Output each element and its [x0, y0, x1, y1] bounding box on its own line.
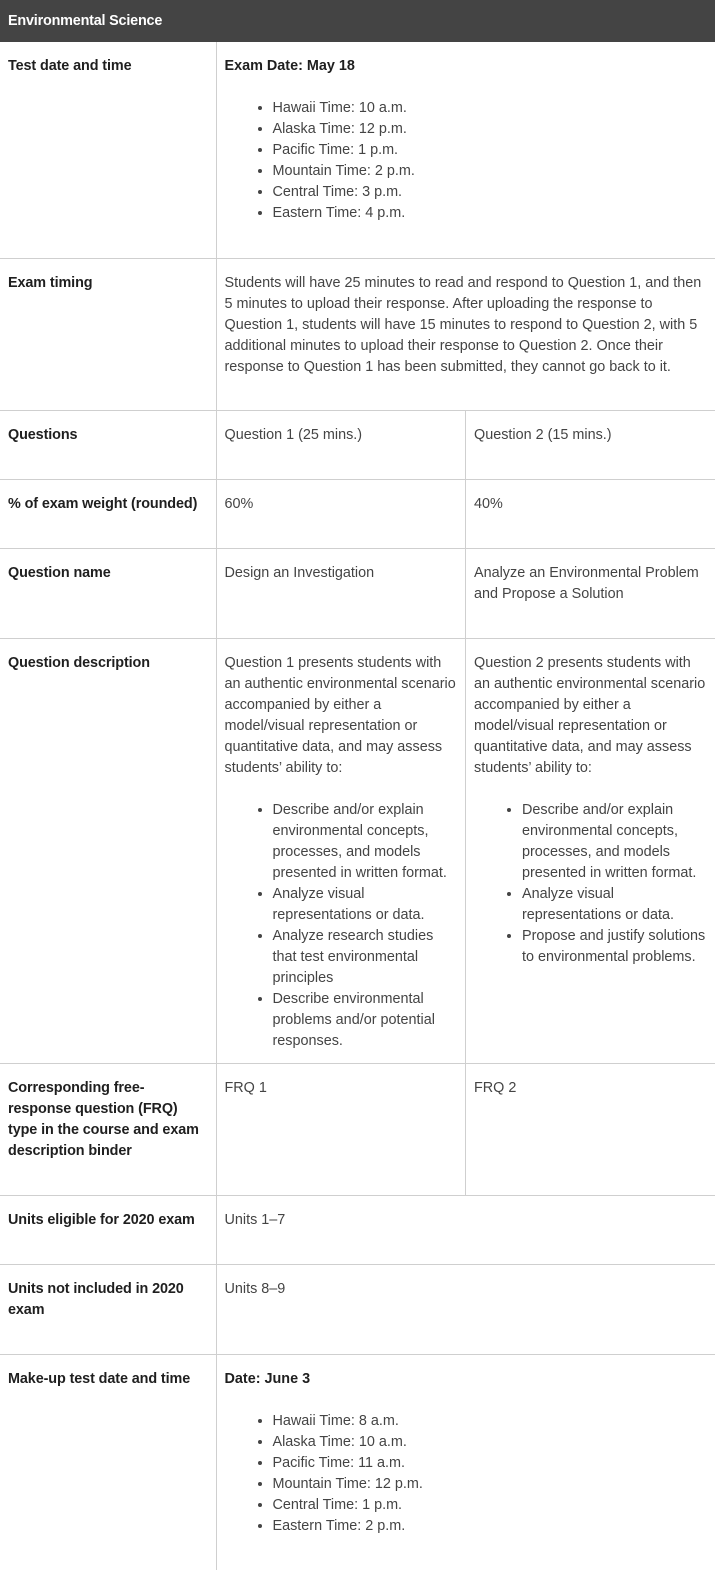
list-item: • Eastern Time: 4 p.m.	[273, 203, 708, 224]
list-item: • Eastern Time: 2 p.m.	[273, 1516, 708, 1537]
list-item: • Pacific Time: 11 a.m.	[273, 1453, 708, 1474]
exam-timing-text: Students will have 25 minutes to read and respond to Question 1, and then 5 minutes to upload their response. After uploading the response to Question 1, students will have 15 minutes to respond to Question 2, with 5 additional minutes to upload their response to Question 2. Once their response to Question 1 has been submitted, they cannot go back to it.	[216, 258, 715, 410]
exam-times-list	[225, 98, 708, 224]
row-questions	[0, 410, 715, 479]
list-item: • Analyze visual representations or data.	[273, 884, 458, 926]
row-question-name	[0, 548, 715, 638]
row-label: Make-up test date and time	[0, 1354, 216, 1570]
list-item: • Describe and/or explain environmental concepts, processes, and models presented in written format.	[522, 800, 707, 884]
q1-description-cell	[216, 638, 466, 1063]
list-item: • Alaska Time: 10 a.m.	[273, 1432, 708, 1453]
list-item: • Central Time: 1 p.m.	[273, 1495, 708, 1516]
row-label: Question description	[0, 638, 216, 1063]
list-item: • Describe environmental problems and/or potential responses.	[273, 989, 458, 1052]
row-label: Units eligible for 2020 exam	[0, 1195, 216, 1264]
row-exam-weight	[0, 479, 715, 548]
row-exam-timing	[0, 258, 715, 410]
row-label: Question name	[0, 548, 216, 638]
row-frq-type	[0, 1063, 715, 1195]
units-not-included-cell: Units 8–9	[216, 1264, 715, 1354]
q2-frq-cell: FRQ 2	[466, 1063, 715, 1195]
list-item: • Hawaii Time: 10 a.m.	[273, 98, 708, 119]
q1-description-intro: Question 1 presents students with an authentic environmental scenario accompanied by either a model/visual representation or quantitative data, and may assess students’ ability to:	[224, 654, 456, 776]
row-question-description	[0, 638, 715, 1063]
list-item: • Describe and/or explain environmental concepts, processes, and models presented in written format.	[273, 800, 458, 884]
q2-weight-cell: 40%	[466, 479, 715, 548]
row-label: % of exam weight (rounded)	[0, 479, 216, 548]
row-makeup-date	[0, 1354, 715, 1570]
q1-weight-cell: 60%	[216, 479, 466, 548]
list-item: • Analyze research studies that test environmental principles	[273, 926, 458, 989]
row-test-date	[0, 42, 715, 258]
list-item: • Mountain Time: 12 p.m.	[273, 1474, 708, 1495]
exam-date-heading: Exam Date: May 18	[224, 58, 355, 74]
row-units-not-included	[0, 1264, 715, 1354]
question-1-cell: Question 1 (25 mins.)	[216, 410, 466, 479]
list-item: • Mountain Time: 2 p.m.	[273, 161, 708, 182]
question-2-cell: Question 2 (15 mins.)	[466, 410, 715, 479]
q1-name-cell: Design an Investigation	[216, 548, 466, 638]
list-item: • Propose and justify solutions to environmental problems.	[522, 926, 707, 968]
exam-details-table	[0, 42, 715, 1570]
row-label: Test date and time	[0, 42, 216, 258]
row-label: Exam timing	[0, 258, 216, 410]
row-label: Units not included in 2020 exam	[0, 1264, 216, 1354]
q2-name-cell: Analyze an Environmental Problem and Propose a Solution	[466, 548, 715, 638]
q2-skills-list	[474, 800, 707, 968]
units-eligible-cell: Units 1–7	[216, 1195, 715, 1264]
list-item: • Alaska Time: 12 p.m.	[273, 119, 708, 140]
list-item: • Hawaii Time: 8 a.m.	[273, 1411, 708, 1432]
test-date-cell	[216, 42, 715, 258]
q1-skills-list	[225, 800, 458, 1052]
list-item: • Pacific Time: 1 p.m.	[273, 140, 708, 161]
q2-description-intro: Question 2 presents students with an authentic environmental scenario accompanied by either a model/visual representation or quantitative data, and may assess students’ ability to:	[474, 654, 706, 776]
row-label: Corresponding free-response question (FRQ) type in the course and exam description binder	[0, 1063, 216, 1195]
list-item: • Analyze visual representations or data.	[522, 884, 707, 926]
q2-description-cell	[466, 638, 715, 1063]
table-title: Environmental Science	[0, 0, 715, 42]
q1-frq-cell: FRQ 1	[216, 1063, 466, 1195]
row-label: Questions	[0, 410, 216, 479]
list-item: • Central Time: 3 p.m.	[273, 182, 708, 203]
makeup-times-list	[225, 1411, 708, 1537]
row-units-eligible	[0, 1195, 715, 1264]
makeup-date-heading: Date: June 3	[224, 1370, 311, 1387]
makeup-date-cell	[216, 1354, 715, 1570]
